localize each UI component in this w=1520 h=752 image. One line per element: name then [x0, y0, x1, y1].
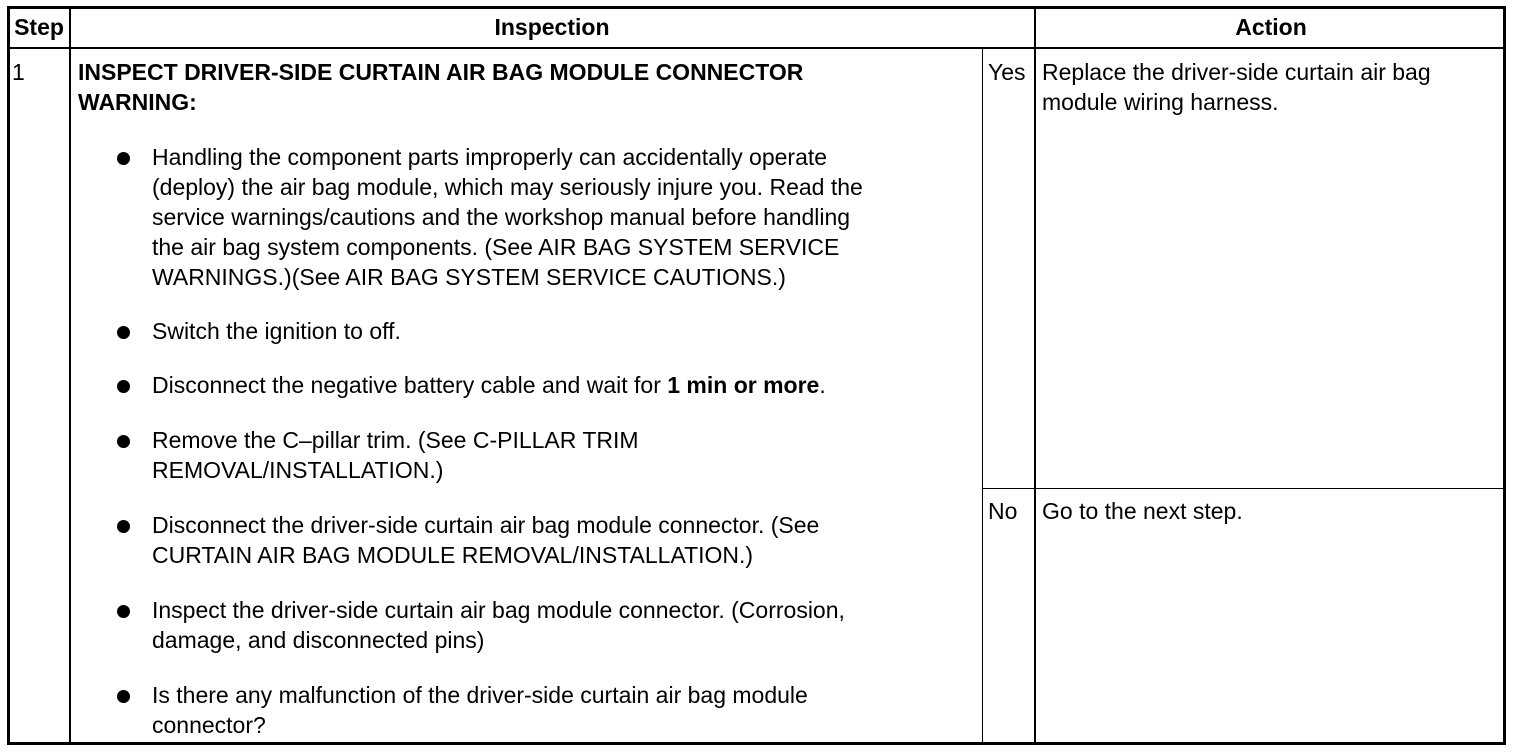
step-number: 1	[12, 59, 25, 85]
bullet-line: Is there any malfunction of the driver-side curtain air bag module	[152, 682, 808, 708]
bullet-line: the air bag system components. (See AIR BAG SYSTEM SERVICE	[152, 234, 840, 260]
column-divider-yesno	[982, 48, 983, 745]
bullet-disconnect-battery	[152, 370, 952, 400]
yes-action-line: Replace the driver-side curtain air bag	[1042, 59, 1431, 85]
bullet-line: Inspect the driver-side curtain air bag module connector. (Corrosion,	[152, 597, 845, 623]
bullet-question	[152, 680, 952, 740]
yes-label: Yes	[988, 59, 1026, 85]
header-action: Action	[1235, 14, 1307, 40]
column-divider-action	[1034, 6, 1036, 745]
bullet-icon	[117, 435, 130, 448]
bullet-icon	[117, 326, 130, 339]
bullet-line: Disconnect the driver-side curtain air bag module connector. (See	[152, 512, 820, 538]
bullet-icon	[117, 380, 130, 393]
bullet-line: connector?	[152, 712, 266, 738]
no-action: Go to the next step.	[1042, 498, 1243, 524]
bullet-remove-trim	[152, 425, 952, 485]
bullet-line: Handling the component parts improperly can accidentally operate	[152, 144, 828, 170]
inspection-title: INSPECT DRIVER-SIDE CURTAIN AIR BAG MODULE CONNECTOR	[78, 59, 804, 85]
bullet-line: Switch the ignition to off.	[152, 318, 401, 344]
no-label: No	[988, 498, 1018, 524]
bullet-icon	[117, 605, 130, 618]
bullet-warning-text	[152, 142, 952, 292]
bullet-inspect-connector	[152, 595, 952, 655]
warning-label: WARNING:	[78, 89, 197, 115]
bullet-line: service warnings/cautions and the workshop manual before handling	[152, 204, 851, 230]
bullet-line: (deploy) the air bag module, which may seriously injure you. Read the	[152, 174, 863, 200]
bullet-emphasis: 1 min or more	[667, 372, 820, 398]
bullet-disconnect-connector	[152, 510, 952, 570]
header-step: Step	[14, 14, 64, 40]
column-divider-step	[69, 6, 71, 745]
bullet-line: damage, and disconnected pins)	[152, 627, 485, 653]
yes-action	[1042, 57, 1431, 117]
bullet-line: Remove the C–pillar trim. (See C-PILLAR TRIM	[152, 427, 639, 453]
header-inspection: Inspection	[494, 14, 610, 40]
bullet-line: CURTAIN AIR BAG MODULE REMOVAL/INSTALLATION.)	[152, 542, 754, 568]
bullet-text: Disconnect the negative battery cable and wait for	[152, 372, 668, 398]
bullet-line: WARNINGS.)(See AIR BAG SYSTEM SERVICE CAUTIONS.)	[152, 264, 786, 290]
yes-no-divider	[982, 488, 1506, 489]
bullet-icon	[117, 520, 130, 533]
bullet-ignition-off	[152, 316, 952, 346]
bullet-line: REMOVAL/INSTALLATION.)	[152, 457, 444, 483]
bullet-text-end: .	[819, 372, 826, 398]
yes-action-line: module wiring harness.	[1042, 89, 1279, 115]
bullet-icon	[117, 152, 130, 165]
bullet-icon	[117, 690, 130, 703]
